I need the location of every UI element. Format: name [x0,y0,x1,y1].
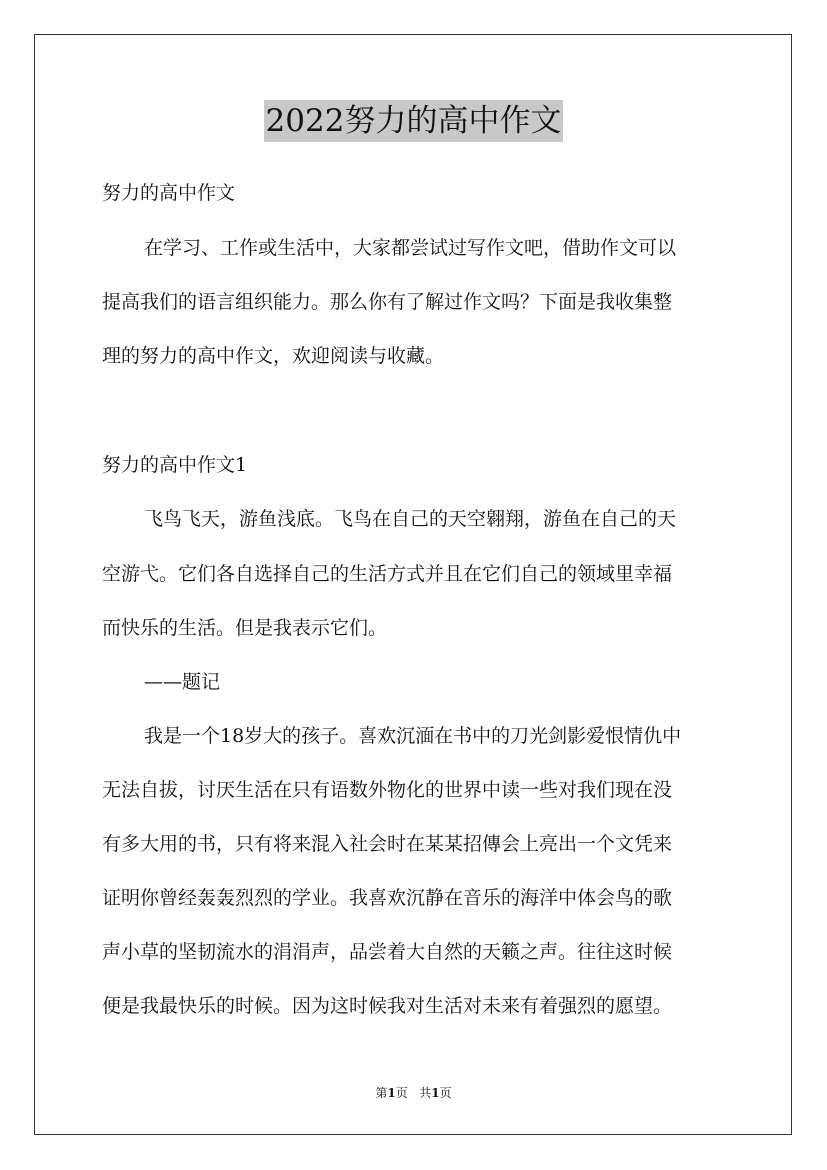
paragraph-line: 空游弋。它们各自选择自己的生活方式并且在它们自己的领域里幸福 [102,563,673,585]
paragraph-line: 飞鸟飞天，游鱼浅底。飞鸟在自己的天空翱翔，游鱼在自己的天 [144,508,677,530]
intro-line: 提高我们的语言组织能力。那么你有了解过作文吗？下面是我收集整 [102,291,673,313]
intro-line: 在学习、工作或生活中，大家都尝试过写作文吧，借助作文可以 [144,237,677,259]
section-heading: 努力的高中作文 [102,182,236,204]
title-wrap [0,100,827,142]
page-prefix: 第 [375,1086,388,1100]
document-title: 2022努力的高中作文 [264,100,564,142]
intro-line: 理的努力的高中作文，欢迎阅读与收藏。 [102,345,445,367]
paragraph-line: 而快乐的生活。但是我表示它们。 [102,617,388,639]
total-suffix: 页 [439,1086,452,1100]
total-prefix: 共 [419,1086,432,1100]
essay-heading: 努力的高中作文1 [102,454,248,476]
page-number: 1 [387,1086,396,1100]
paragraph-line: 证明你曾经轰轰烈烈的学业。我喜欢沉静在音乐的海洋中体会鸟的歌 [102,887,673,909]
paragraph-line: 无法自拔，讨厌生活在只有语数外物化的世界中读一些对我们现在没 [102,779,673,801]
page-suffix: 页 [395,1086,408,1100]
paragraph-line: 我是一个18岁大的孩子。喜欢沉湎在书中的刀光剑影爱恨情仇中 [144,725,682,747]
paragraph-line: 声小草的坚韧流水的涓涓声，品尝着大自然的天籁之声。往往这时候 [102,941,673,963]
paragraph-line: 有多大用的书，只有将来混入社会时在某某招傳会上亮出一个文凭来 [102,833,673,855]
epigraph: ——题记 [144,671,221,693]
paragraph-line: 便是我最快乐的时候。因为这时候我对生活对未来有着强烈的愿望。 [102,995,673,1017]
page-footer [0,1085,827,1101]
total-pages: 1 [431,1086,440,1100]
